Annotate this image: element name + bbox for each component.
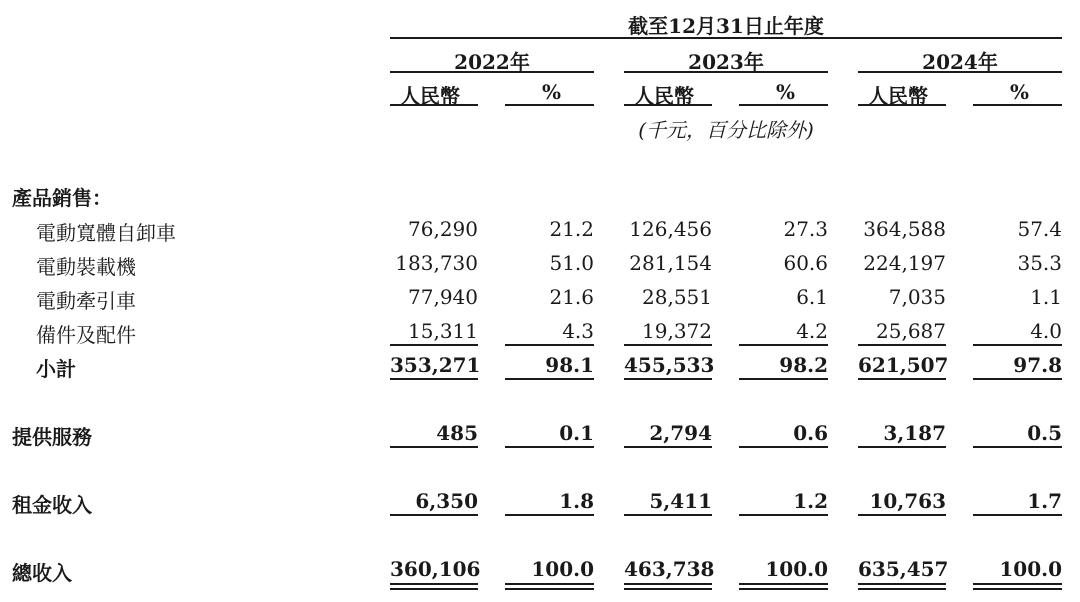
subtotal-rule-top <box>624 344 712 346</box>
services-rule <box>858 446 946 448</box>
subtotal-rule-bottom <box>505 378 594 380</box>
sub-rule-5 <box>858 104 946 106</box>
table-cell: 360,106 <box>390 557 481 581</box>
services-rule <box>390 446 478 448</box>
row-label: 電動寬體自卸車 <box>36 221 176 245</box>
table-cell: 3,187 <box>883 421 946 445</box>
year-2023: 2023年 <box>688 50 764 74</box>
table-cell: 455,533 <box>624 353 715 377</box>
total-rule-2 <box>624 588 712 590</box>
table-cell: 0.5 <box>1027 421 1062 445</box>
table-cell: 1.2 <box>793 489 828 513</box>
table-cell: 35.3 <box>1017 251 1062 275</box>
subtotal-rule-top <box>973 344 1062 346</box>
row-label-rental: 租金收入 <box>12 493 92 517</box>
total-rule-1 <box>858 583 946 585</box>
table-cell: 100.0 <box>765 557 828 581</box>
rental-rule <box>973 514 1062 516</box>
rental-rule <box>505 514 594 516</box>
subtotal-rule-bottom <box>624 378 712 380</box>
subtotal-rule-top <box>390 344 478 346</box>
table-cell: 635,457 <box>858 557 949 581</box>
table-cell: 25,687 <box>876 319 946 343</box>
subtotal-rule-bottom <box>390 378 478 380</box>
table-cell: 27.3 <box>783 217 828 241</box>
services-rule <box>624 446 712 448</box>
sub-rule-4 <box>739 104 828 106</box>
table-cell: 19,372 <box>642 319 712 343</box>
table-cell: 1.1 <box>1030 285 1062 309</box>
subtotal-rule-bottom <box>739 378 828 380</box>
period-header: 截至12月31日止年度 <box>628 14 824 38</box>
table-cell: 7,035 <box>888 285 946 309</box>
table-cell: 98.2 <box>779 353 828 377</box>
row-label-services: 提供服務 <box>12 425 92 449</box>
total-rule-2 <box>739 588 828 590</box>
rental-rule <box>624 514 712 516</box>
services-rule <box>505 446 594 448</box>
pct-label-2024: % <box>1009 80 1029 104</box>
subtotal-rule-bottom <box>973 378 1062 380</box>
table-cell: 60.6 <box>783 251 828 275</box>
table-cell: 1.7 <box>1027 489 1062 513</box>
year-rule-2023 <box>624 71 828 73</box>
services-rule <box>973 446 1062 448</box>
subtotal-rule-top <box>505 344 594 346</box>
table-cell: 621,507 <box>858 353 949 377</box>
table-cell: 4.2 <box>796 319 828 343</box>
table-cell: 97.8 <box>1013 353 1062 377</box>
table-cell: 364,588 <box>863 217 946 241</box>
year-2024: 2024年 <box>922 50 998 74</box>
table-cell: 21.2 <box>549 217 594 241</box>
row-label-subtotal: 小計 <box>36 357 76 381</box>
year-rule-2024 <box>858 71 1062 73</box>
pct-label-2022: % <box>541 80 561 104</box>
table-cell: 5,411 <box>649 489 712 513</box>
table-cell: 98.1 <box>545 353 594 377</box>
row-label: 備件及配件 <box>36 323 136 347</box>
table-cell: 21.6 <box>549 285 594 309</box>
table-cell: 281,154 <box>629 251 712 275</box>
total-rule-1 <box>739 583 828 585</box>
table-cell: 1.8 <box>559 489 594 513</box>
currency-label-2024: 人民幣 <box>868 84 928 108</box>
period-rule <box>390 37 1062 39</box>
currency-label-2023: 人民幣 <box>634 84 694 108</box>
total-rule-1 <box>505 583 594 585</box>
year-2022: 2022年 <box>454 50 530 74</box>
sub-rule-2 <box>505 104 594 106</box>
total-rule-1 <box>973 583 1062 585</box>
table-cell: 100.0 <box>999 557 1062 581</box>
pct-label-2023: % <box>775 80 795 104</box>
table-cell: 6,350 <box>415 489 478 513</box>
table-cell: 76,290 <box>408 217 478 241</box>
year-rule-2022 <box>390 71 594 73</box>
table-cell: 4.0 <box>1030 319 1062 343</box>
table-cell: 0.1 <box>559 421 594 445</box>
table-cell: 4.3 <box>562 319 594 343</box>
row-label-total: 總收入 <box>12 561 72 585</box>
unit-note: (千元，百分比除外) <box>638 118 814 142</box>
section-product-sales: 產品銷售： <box>12 186 112 210</box>
row-label: 電動牽引車 <box>36 289 136 313</box>
table-cell: 10,763 <box>869 489 946 513</box>
table-cell: 77,940 <box>408 285 478 309</box>
currency-label-2022: 人民幣 <box>400 84 460 108</box>
table-cell: 183,730 <box>395 251 478 275</box>
subtotal-rule-top <box>739 344 828 346</box>
table-cell: 15,311 <box>408 319 478 343</box>
rental-rule <box>390 514 478 516</box>
total-rule-2 <box>390 588 478 590</box>
total-rule-2 <box>858 588 946 590</box>
row-label: 電動裝載機 <box>36 255 136 279</box>
sub-rule-3 <box>624 104 712 106</box>
table-cell: 485 <box>436 421 478 445</box>
total-rule-1 <box>390 583 478 585</box>
table-cell: 126,456 <box>629 217 712 241</box>
table-cell: 463,738 <box>624 557 715 581</box>
sub-rule-1 <box>390 104 478 106</box>
table-cell: 224,197 <box>863 251 946 275</box>
table-cell: 6.1 <box>796 285 828 309</box>
rental-rule <box>858 514 946 516</box>
table-cell: 51.0 <box>549 251 594 275</box>
table-cell: 57.4 <box>1017 217 1062 241</box>
total-rule-2 <box>973 588 1062 590</box>
subtotal-rule-bottom <box>858 378 946 380</box>
table-cell: 0.6 <box>793 421 828 445</box>
table-cell: 100.0 <box>531 557 594 581</box>
sub-rule-6 <box>973 104 1062 106</box>
subtotal-rule-top <box>858 344 946 346</box>
total-rule-1 <box>624 583 712 585</box>
table-cell: 28,551 <box>642 285 712 309</box>
total-rule-2 <box>505 588 594 590</box>
table-cell: 353,271 <box>390 353 481 377</box>
services-rule <box>739 446 828 448</box>
table-cell: 2,794 <box>649 421 712 445</box>
rental-rule <box>739 514 828 516</box>
